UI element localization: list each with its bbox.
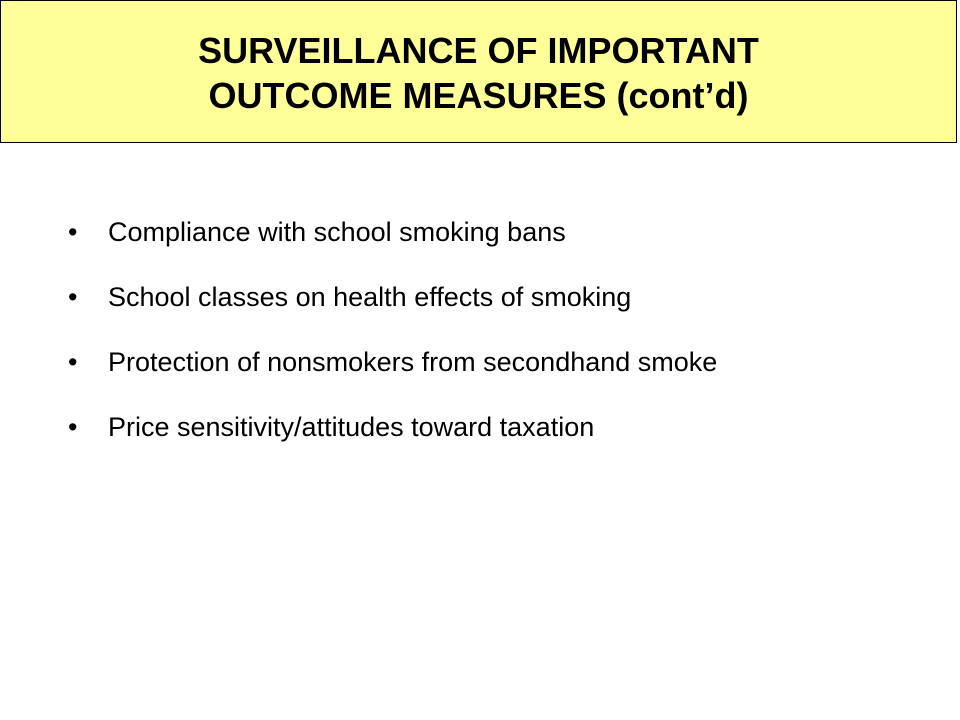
slide-title-line-2: OUTCOME MEASURES (cont’d) <box>208 74 749 116</box>
slide-title-line-1: SURVEILLANCE OF IMPORTANT <box>198 29 759 71</box>
bullet-item <box>68 265 888 330</box>
bullet-item <box>68 395 888 460</box>
bullet-text: Price sensitivity/attitudes toward taxation <box>108 412 595 442</box>
bullet-text: Compliance with school smoking bans <box>108 217 566 247</box>
bullet-item <box>68 200 888 265</box>
bullet-dot-icon: • <box>68 217 78 247</box>
bullet-dot-icon: • <box>68 347 78 377</box>
bullet-text: Protection of nonsmokers from secondhand smoke <box>108 347 718 377</box>
bullet-list <box>68 200 888 460</box>
bullet-item <box>68 330 888 395</box>
title-banner <box>0 0 957 143</box>
slide-title <box>198 28 759 118</box>
bullet-dot-icon: • <box>68 412 78 442</box>
bullet-text: School classes on health effects of smoking <box>108 282 632 312</box>
bullet-dot-icon: • <box>68 282 78 312</box>
